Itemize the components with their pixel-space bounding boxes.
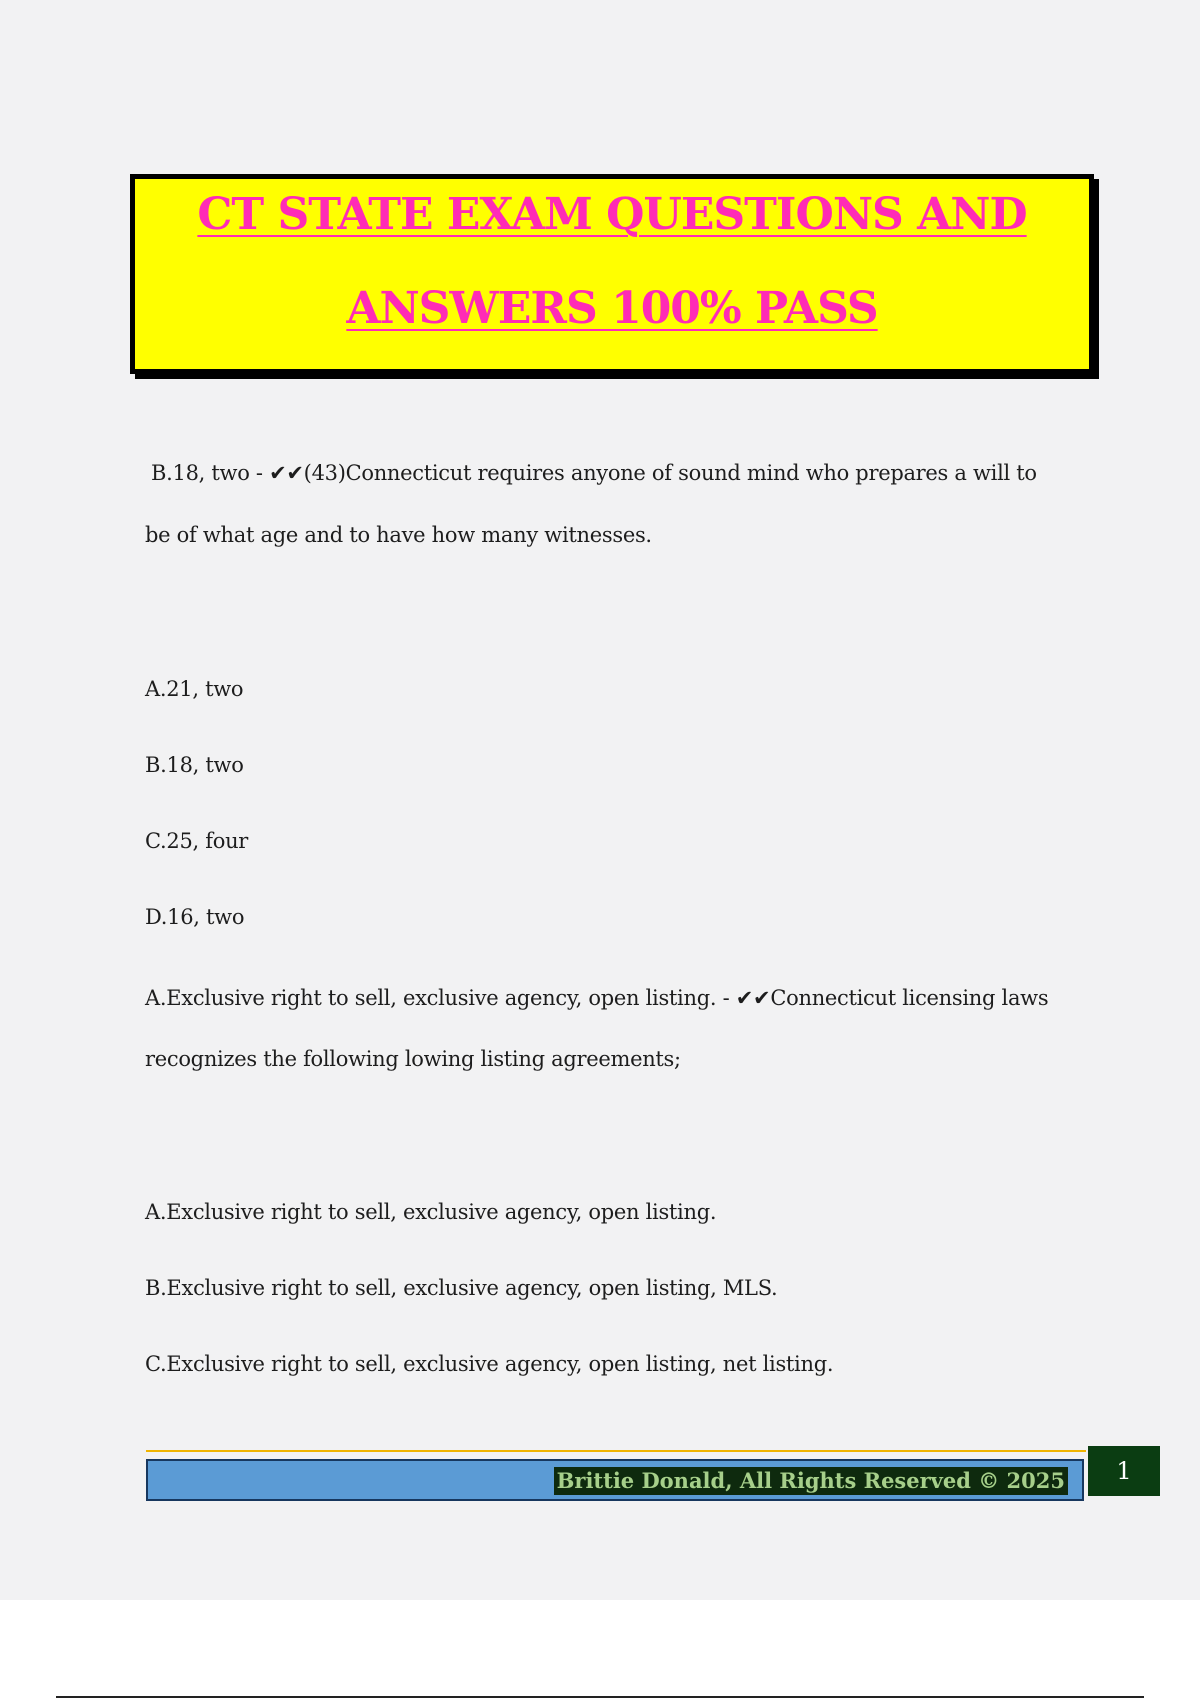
title-banner xyxy=(130,174,1094,374)
footer-copyright: Brittie Donald, All Rights Reserved © 2025 xyxy=(554,1467,1068,1495)
footer-divider xyxy=(146,1450,1086,1452)
page-number: 1 xyxy=(1088,1446,1160,1496)
bottom-rule xyxy=(56,1696,1144,1698)
footer-bar xyxy=(146,1459,1084,1501)
question-2-line-2: recognizes the following lowing listing agreements; xyxy=(145,1047,681,1071)
question-2-line-1: A.Exclusive right to sell, exclusive agency, open listing. - ✔✔Connecticut licensing laws xyxy=(145,986,1049,1010)
question-1-option-b: B.18, two xyxy=(145,753,244,777)
title-line-1: CT STATE EXAM QUESTIONS AND xyxy=(197,189,1027,240)
title-line-2: ANSWERS 100% PASS xyxy=(346,283,878,334)
question-1-line-2: be of what age and to have how many witnesses. xyxy=(145,523,652,547)
question-2-option-a: A.Exclusive right to sell, exclusive agency, open listing. xyxy=(145,1200,717,1224)
question-1-line-1: B.18, two - ✔✔(43)Connecticut requires anyone of sound mind who prepares a will to xyxy=(151,461,1037,485)
question-1-option-c: C.25, four xyxy=(145,829,249,853)
question-2-option-b: B.Exclusive right to sell, exclusive agency, open listing, MLS. xyxy=(145,1276,778,1300)
question-1-option-d: D.16, two xyxy=(145,905,245,929)
question-1-option-a: A.21, two xyxy=(145,677,244,701)
question-2-option-c: C.Exclusive right to sell, exclusive agency, open listing, net listing. xyxy=(145,1352,834,1376)
